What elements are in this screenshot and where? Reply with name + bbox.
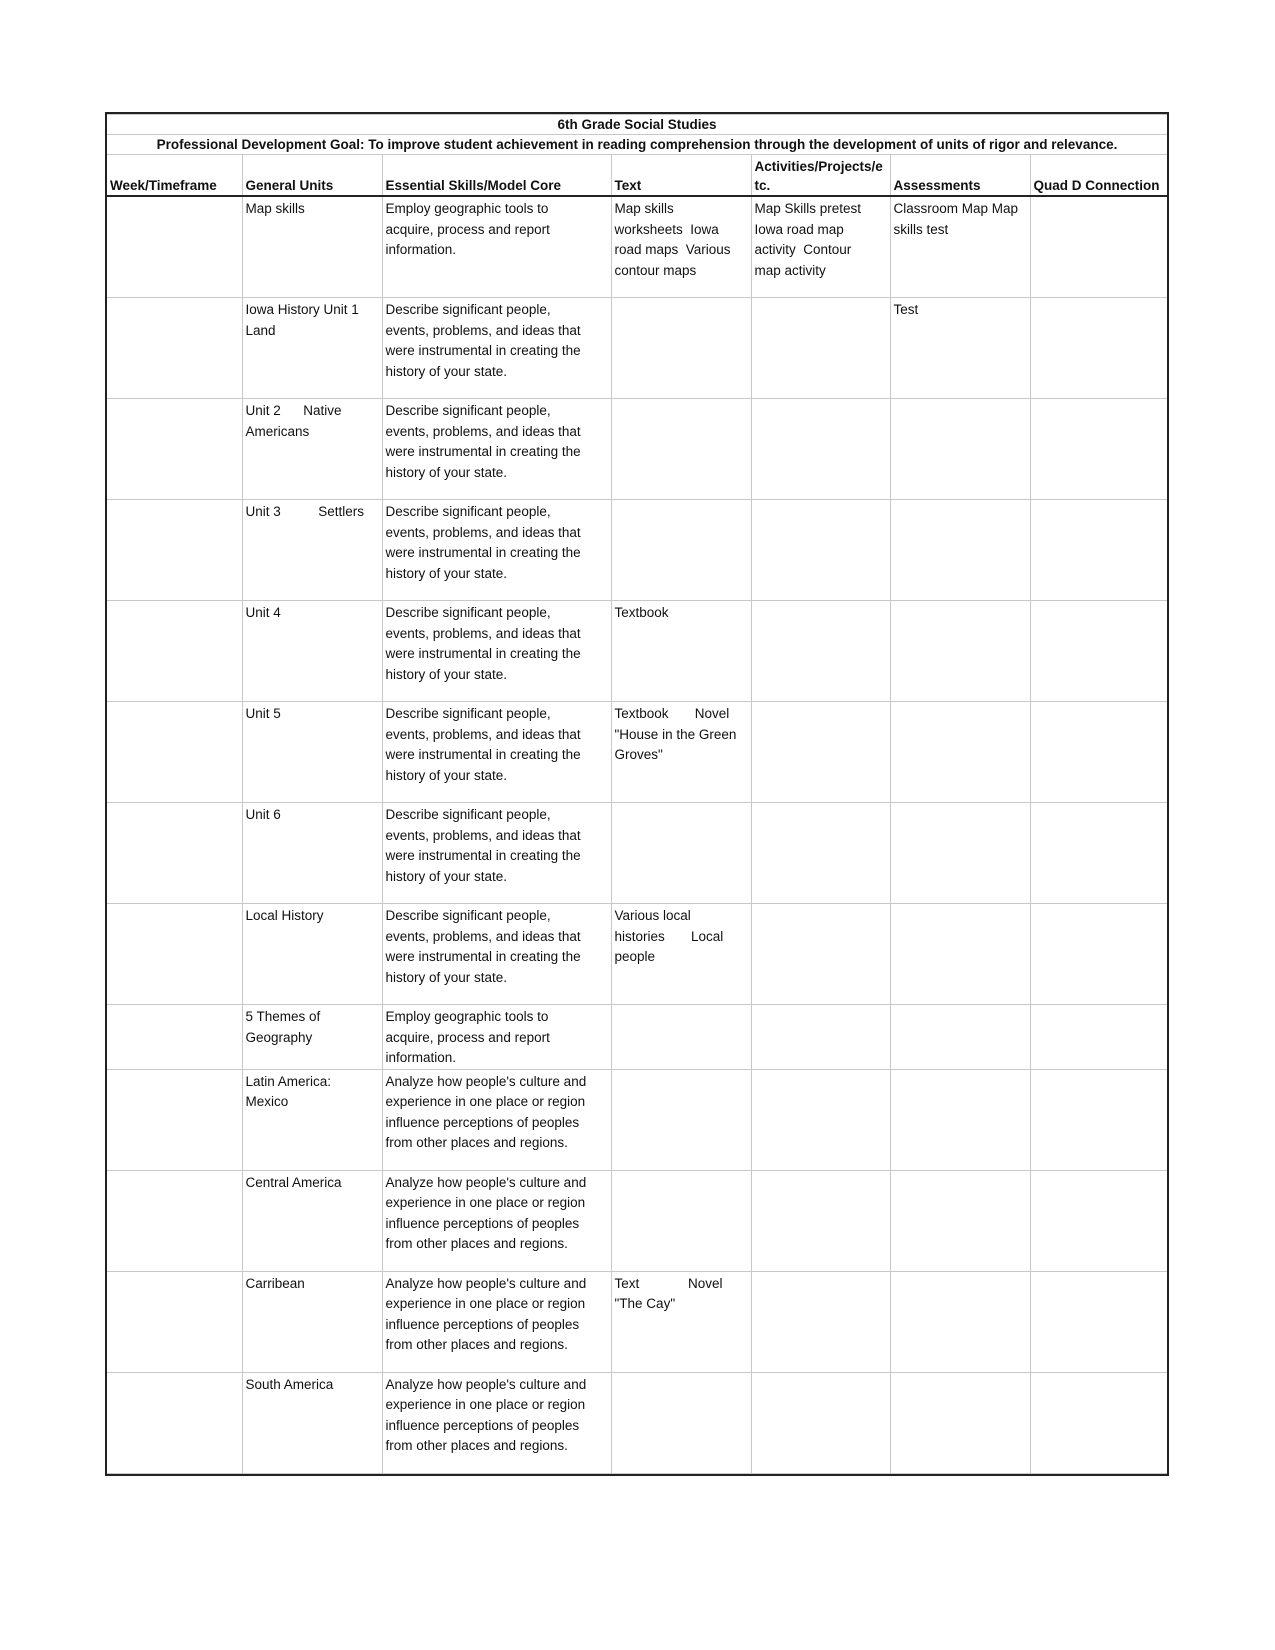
activities-cell-text: Map Skills pretest Iowa road map activity Contour map activity [754,201,862,278]
assessments-cell [890,702,1030,803]
skills-cell-text: Describe significant people, events, problems, and ideas that were instrumental in creating the history of your state. [385,908,581,985]
column-header-quad-d: Quad D Connection [1030,155,1167,197]
column-header-week: Week/Timeframe [107,155,242,197]
table-row [107,1069,1167,1170]
table-row [107,904,1167,1005]
assessments-cell [890,803,1030,904]
table-row [107,196,1167,298]
text-cell-text: Text Novel "The Cay" [614,1275,723,1311]
assessments-cell-text: Test [893,302,919,317]
table-row [107,1271,1167,1372]
activities-cell [751,298,890,399]
text-cell-text: Textbook Novel "House in the Green Groves" [614,706,737,762]
assessments-cell [890,196,1030,298]
skills-cell [382,399,611,500]
skills-cell-text: Analyze how people's culture and experience in one place or region influence perceptions of peoples from other places and regions. [385,1073,587,1150]
quad-d-cell [1030,601,1167,702]
unit-cell-text: Latin America: Mexico [245,1073,332,1109]
goal-row [107,135,1167,155]
skills-cell-text: Analyze how people's culture and experience in one place or region influence perceptions of peoples from other places and regions. [385,1376,587,1453]
week-cell [107,601,242,702]
unit-cell-text: South America [245,1376,334,1392]
unit-cell [242,1271,382,1372]
skills-cell [382,803,611,904]
activities-cell [751,601,890,702]
activities-cell [751,702,890,803]
quad-d-cell [1030,399,1167,500]
quad-d-cell [1030,1069,1167,1170]
title-row [107,115,1167,135]
unit-cell [242,803,382,904]
text-cell-text: Textbook [614,605,669,620]
assessments-cell [890,1069,1030,1170]
table-row [107,298,1167,399]
week-cell [107,904,242,1005]
table-row [107,803,1167,904]
column-header-activities: Activities/Projects/e tc. [751,155,890,197]
unit-cell-text: Unit 2 Native Americans [245,403,342,439]
week-cell [107,702,242,803]
quad-d-cell [1030,298,1167,399]
text-cell-text: Various local histories Local people [614,908,724,964]
text-cell [611,1005,751,1070]
table-row [107,500,1167,601]
table-row [107,1170,1167,1271]
text-cell [611,298,751,399]
quad-d-cell [1030,1170,1167,1271]
skills-cell-text: Describe significant people, events, problems, and ideas that were instrumental in creating the history of your state. [385,403,581,480]
skills-cell [382,1005,611,1070]
table-row [107,702,1167,803]
unit-cell-text: 5 Themes of Geography [245,1009,321,1045]
assessments-cell [890,1271,1030,1372]
document-title: 6th Grade Social Studies [107,115,1167,135]
activities-cell [751,399,890,500]
text-cell [611,1271,751,1372]
week-cell [107,500,242,601]
skills-cell-text: Describe significant people, events, problems, and ideas that were instrumental in creating the history of your state. [385,807,581,884]
activities-cell [751,196,890,298]
assessments-cell [890,904,1030,1005]
week-cell [107,298,242,399]
skills-cell [382,1069,611,1170]
professional-development-goal: Professional Development Goal: To improve student achievement in reading comprehension through the development of units of rigor and relevance. [107,135,1167,155]
skills-cell [382,500,611,601]
activities-cell [751,904,890,1005]
skills-cell-text: Analyze how people's culture and experience in one place or region influence perceptions of peoples from other places and regions. [385,1174,587,1251]
unit-cell [242,1005,382,1070]
column-header-text: Text [611,155,751,197]
quad-d-cell [1030,500,1167,601]
quad-d-cell [1030,1372,1167,1473]
quad-d-cell [1030,1271,1167,1372]
text-cell [611,702,751,803]
unit-cell-text: Iowa History Unit 1 Land [245,302,359,338]
text-cell [611,1170,751,1271]
unit-cell [242,1069,382,1170]
activities-cell [751,1170,890,1271]
assessments-cell [890,1372,1030,1473]
quad-d-cell [1030,702,1167,803]
text-cell [611,904,751,1005]
quad-d-cell [1030,803,1167,904]
text-cell-text: Map skills worksheets Iowa road maps Various contour maps [614,201,731,278]
activities-cell [751,1005,890,1070]
skills-cell-text: Describe significant people, events, problems, and ideas that were instrumental in creating the history of your state. [385,605,581,682]
unit-cell [242,601,382,702]
activities-cell [751,803,890,904]
week-cell [107,399,242,500]
skills-cell [382,196,611,298]
text-cell [611,1372,751,1473]
assessments-cell [890,298,1030,399]
unit-cell-text: Central America [245,1174,342,1190]
assessments-cell [890,1005,1030,1070]
unit-cell [242,1170,382,1271]
skills-cell-text: Employ geographic tools to acquire, process and report information. [385,1009,550,1065]
activities-cell [751,500,890,601]
assessments-cell-text: Classroom Map Map skills test [893,201,1019,237]
week-cell [107,1069,242,1170]
unit-cell-text: Unit 6 [245,807,281,822]
unit-cell [242,500,382,601]
skills-cell-text: Analyze how people's culture and experience in one place or region influence perceptions of peoples from other places and regions. [385,1275,587,1352]
week-cell [107,1170,242,1271]
table-row [107,1005,1167,1070]
activities-cell [751,1069,890,1170]
unit-cell [242,399,382,500]
unit-cell [242,196,382,298]
unit-cell-text: Unit 3 Settlers [245,504,365,519]
assessments-cell [890,601,1030,702]
text-cell [611,500,751,601]
column-header-essential-skills: Essential Skills/Model Core [382,155,611,197]
text-cell [611,399,751,500]
unit-cell [242,904,382,1005]
week-cell [107,1005,242,1070]
assessments-cell [890,500,1030,601]
unit-cell [242,702,382,803]
text-cell [611,601,751,702]
activities-cell [751,1372,890,1473]
text-cell [611,196,751,298]
unit-cell [242,1372,382,1473]
unit-cell [242,298,382,399]
unit-cell-text: Local History [245,908,324,923]
column-header-general-units: General Units [242,155,382,197]
skills-cell [382,1170,611,1271]
quad-d-cell [1030,196,1167,298]
header-row [107,155,1167,197]
assessments-cell [890,1170,1030,1271]
skills-cell [382,1271,611,1372]
activities-cell [751,1271,890,1372]
text-cell [611,803,751,904]
unit-cell-text: Carribean [245,1275,305,1291]
column-header-assessments: Assessments [890,155,1030,197]
quad-d-cell [1030,904,1167,1005]
skills-cell [382,1372,611,1473]
unit-cell-text: Unit 5 [245,706,281,721]
unit-cell-text: Map skills [245,201,305,216]
skills-cell-text: Describe significant people, events, problems, and ideas that were instrumental in creating the history of your state. [385,302,581,379]
week-cell [107,1372,242,1473]
table-row [107,1372,1167,1473]
skills-cell [382,298,611,399]
curriculum-map-sheet [105,112,1169,1476]
skills-cell-text: Describe significant people, events, problems, and ideas that were instrumental in creating the history of your state. [385,504,581,581]
quad-d-cell [1030,1005,1167,1070]
skills-cell [382,702,611,803]
text-cell [611,1069,751,1170]
skills-cell [382,601,611,702]
skills-cell [382,904,611,1005]
skills-cell-text: Employ geographic tools to acquire, process and report information. [385,201,550,257]
curriculum-table [107,114,1167,1474]
table-row [107,399,1167,500]
skills-cell-text: Describe significant people, events, problems, and ideas that were instrumental in creating the history of your state. [385,706,581,783]
table-row [107,601,1167,702]
week-cell [107,1271,242,1372]
week-cell [107,803,242,904]
week-cell [107,196,242,298]
assessments-cell [890,399,1030,500]
unit-cell-text: Unit 4 [245,605,281,620]
